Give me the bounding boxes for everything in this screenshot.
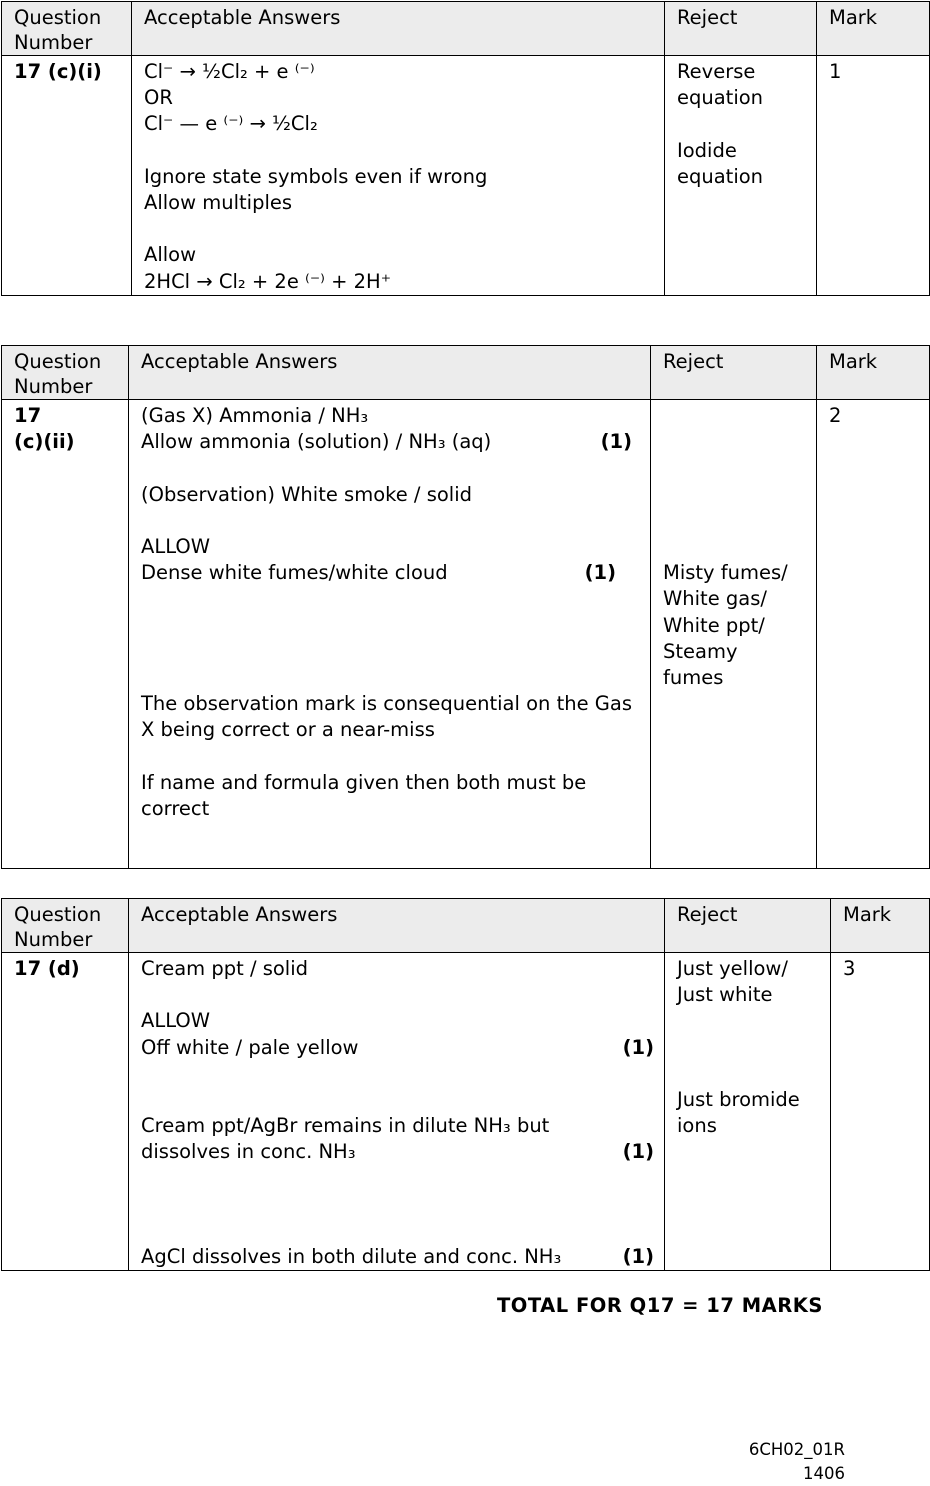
header-question-number: Question Number (2, 899, 129, 953)
question-number-line: (c)(ii) (14, 430, 75, 454)
question-number-line: 17 (14, 404, 42, 427)
answer-line: OR (144, 86, 173, 110)
reject-line: Reverse (677, 60, 756, 83)
question-number: 17 (d) (2, 953, 129, 1271)
answer-text: Dense white fumes/white cloud (141, 561, 448, 585)
mark-point: (1) (600, 430, 632, 454)
answer-text: dissolves in conc. NH₃ (141, 1140, 356, 1164)
reject-line: fumes (663, 665, 724, 689)
acceptable-answers-cell (129, 400, 651, 869)
mark-value: 2 (817, 400, 930, 869)
reject-line: equation (677, 164, 764, 188)
header-reject: Reject (665, 899, 831, 953)
reject-line: Just yellow/ (677, 957, 788, 980)
mark-point: (1) (584, 561, 616, 585)
paper-code: 6CH02_01R (748, 1440, 845, 1459)
answer-line (141, 560, 640, 586)
answer-text: AgCl dissolves in both dilute and conc. NH₃ (141, 1245, 562, 1269)
acceptable-answers-cell (132, 56, 665, 296)
reject-line: ions (677, 1114, 717, 1138)
header-mark: Mark (831, 899, 930, 953)
reject-line: Just white (677, 983, 773, 1007)
markscheme-table-17d (1, 898, 930, 1271)
header-question-number: Question Number (2, 346, 129, 400)
reject-line: White gas/ (663, 587, 767, 611)
acceptable-answers-cell (129, 953, 665, 1271)
answer-line: Cream ppt / solid (141, 957, 309, 980)
header-reject: Reject (651, 346, 817, 400)
header-acceptable-answers: Acceptable Answers (129, 899, 665, 953)
answer-line: 2HCl → Cl₂ + 2e ⁽⁻⁾ + 2H⁺ (144, 269, 391, 293)
answer-line: Ignore state symbols even if wrong (144, 164, 488, 188)
answer-line: (Gas X) Ammonia / NH₃ (141, 404, 369, 427)
header-acceptable-answers: Acceptable Answers (132, 2, 665, 56)
header-reject: Reject (665, 2, 817, 56)
answer-line: ALLOW (141, 534, 211, 558)
reject-line: Misty fumes/ (663, 561, 788, 585)
answer-line (141, 429, 640, 455)
answer-line: Allow multiples (144, 190, 293, 214)
reject-line: White ppt/ (663, 613, 765, 637)
answer-line (141, 1139, 654, 1165)
answer-line (141, 1244, 654, 1270)
question-number (2, 400, 129, 869)
markscheme-table-17cii (1, 345, 930, 869)
answer-note: The observation mark is consequential on the Gas X being correct or a near-miss (141, 692, 633, 742)
mark-value: 1 (817, 56, 930, 296)
reject-line: Iodide (677, 138, 737, 162)
reject-line: Steamy (663, 639, 738, 663)
mark-point: (1) (622, 1245, 654, 1269)
reject-cell (665, 56, 817, 296)
header-question-number: Question Number (2, 2, 132, 56)
exam-date: 1406 (803, 1464, 845, 1483)
reject-cell (651, 400, 817, 869)
mark-point: (1) (622, 1035, 654, 1059)
reject-line: equation (677, 86, 764, 110)
answer-note: If name and formula given then both must be correct (141, 770, 587, 820)
header-acceptable-answers: Acceptable Answers (129, 346, 651, 400)
header-mark: Mark (817, 346, 930, 400)
total-marks: TOTAL FOR Q17 = 17 MARKS (497, 1294, 823, 1317)
answer-text: Off white / pale yellow (141, 1035, 359, 1059)
mark-value: 3 (831, 953, 930, 1271)
reject-cell (665, 953, 831, 1271)
answer-line: Cream ppt/AgBr remains in dilute NH₃ but (141, 1114, 550, 1138)
answer-line: Cl⁻ → ½Cl₂ + e ⁽⁻⁾ (144, 60, 315, 83)
question-number: 17 (c)(i) (2, 56, 132, 296)
header-mark: Mark (817, 2, 930, 56)
answer-line: Allow (144, 243, 197, 267)
answer-line (141, 1035, 654, 1061)
mark-point: (1) (622, 1140, 654, 1164)
answer-line: (Observation) White smoke / solid (141, 482, 473, 506)
answer-line: ALLOW (141, 1009, 211, 1033)
answer-text: Allow ammonia (solution) / NH₃ (aq) (141, 430, 492, 454)
reject-line: Just bromide (677, 1087, 800, 1111)
markscheme-table-17ci (1, 1, 930, 296)
page-footer (749, 1438, 845, 1486)
answer-line: Cl⁻ — e ⁽⁻⁾ → ½Cl₂ (144, 112, 318, 136)
